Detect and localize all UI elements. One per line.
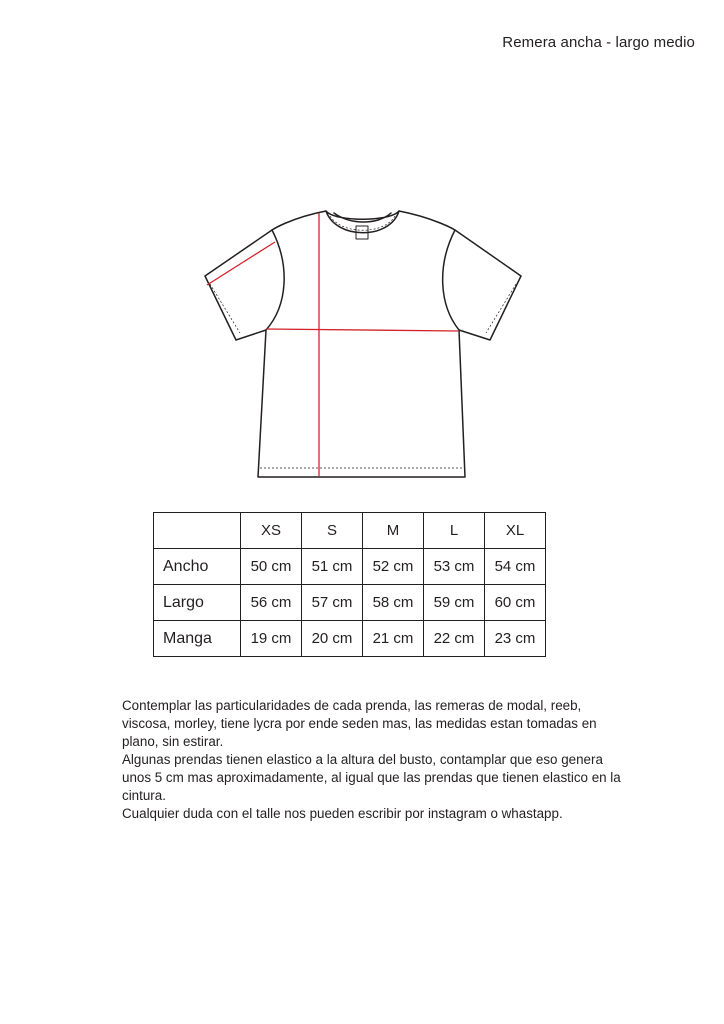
table-row <box>154 585 546 621</box>
note-elastic: Algunas prendas tienen elastico a la altura del busto, contamplar que eso genera unos 5 cm mas aproximadamente, al igual que las prendas que tienen elastico en la cintura. <box>122 752 621 803</box>
table-row <box>154 549 546 585</box>
row-label-largo: Largo <box>154 585 241 621</box>
note-contact: Cualquier duda con el talle nos pueden escribir por instagram o whastapp. <box>122 806 563 821</box>
table-cell: 59 cm <box>424 585 485 621</box>
table-row <box>154 621 546 657</box>
row-label-manga: Manga <box>154 621 241 657</box>
size-header-s: S <box>302 513 363 549</box>
size-header-xs: XS <box>241 513 302 549</box>
right-sleeve-stitching <box>486 284 516 333</box>
table-cell: 58 cm <box>363 585 424 621</box>
size-header-row <box>154 513 546 549</box>
table-cell: 21 cm <box>363 621 424 657</box>
table-cell: 56 cm <box>241 585 302 621</box>
page-title: Remera ancha - largo medio <box>502 34 695 51</box>
t-shirt-illustration <box>190 196 540 486</box>
row-label-ancho: Ancho <box>154 549 241 585</box>
shirt-outline <box>205 211 521 477</box>
left-sleeve-stitching <box>210 284 240 333</box>
left-armhole <box>266 230 284 330</box>
table-cell: 19 cm <box>241 621 302 657</box>
table-cell: 57 cm <box>302 585 363 621</box>
table-cell: 50 cm <box>241 549 302 585</box>
size-header-m: M <box>363 513 424 549</box>
table-cell: 22 cm <box>424 621 485 657</box>
table-cell: 54 cm <box>485 549 546 585</box>
care-notes <box>122 697 622 823</box>
table-cell: 60 cm <box>485 585 546 621</box>
note-fabric: Contemplar las particularidades de cada prenda, las remeras de modal, reeb, viscosa, morley, tiene lycra por ende seden mas, las medidas estan tomadas en plano, sin estirar. <box>122 698 597 749</box>
table-cell: 23 cm <box>485 621 546 657</box>
table-corner-cell <box>154 513 241 549</box>
width-measure-line <box>266 329 458 331</box>
size-header-xl: XL <box>485 513 546 549</box>
table-cell: 53 cm <box>424 549 485 585</box>
right-armhole <box>443 230 459 330</box>
table-cell: 52 cm <box>363 549 424 585</box>
sleeve-measure-line <box>207 242 275 285</box>
size-table <box>153 512 546 657</box>
table-cell: 20 cm <box>302 621 363 657</box>
size-header-l: L <box>424 513 485 549</box>
table-cell: 51 cm <box>302 549 363 585</box>
